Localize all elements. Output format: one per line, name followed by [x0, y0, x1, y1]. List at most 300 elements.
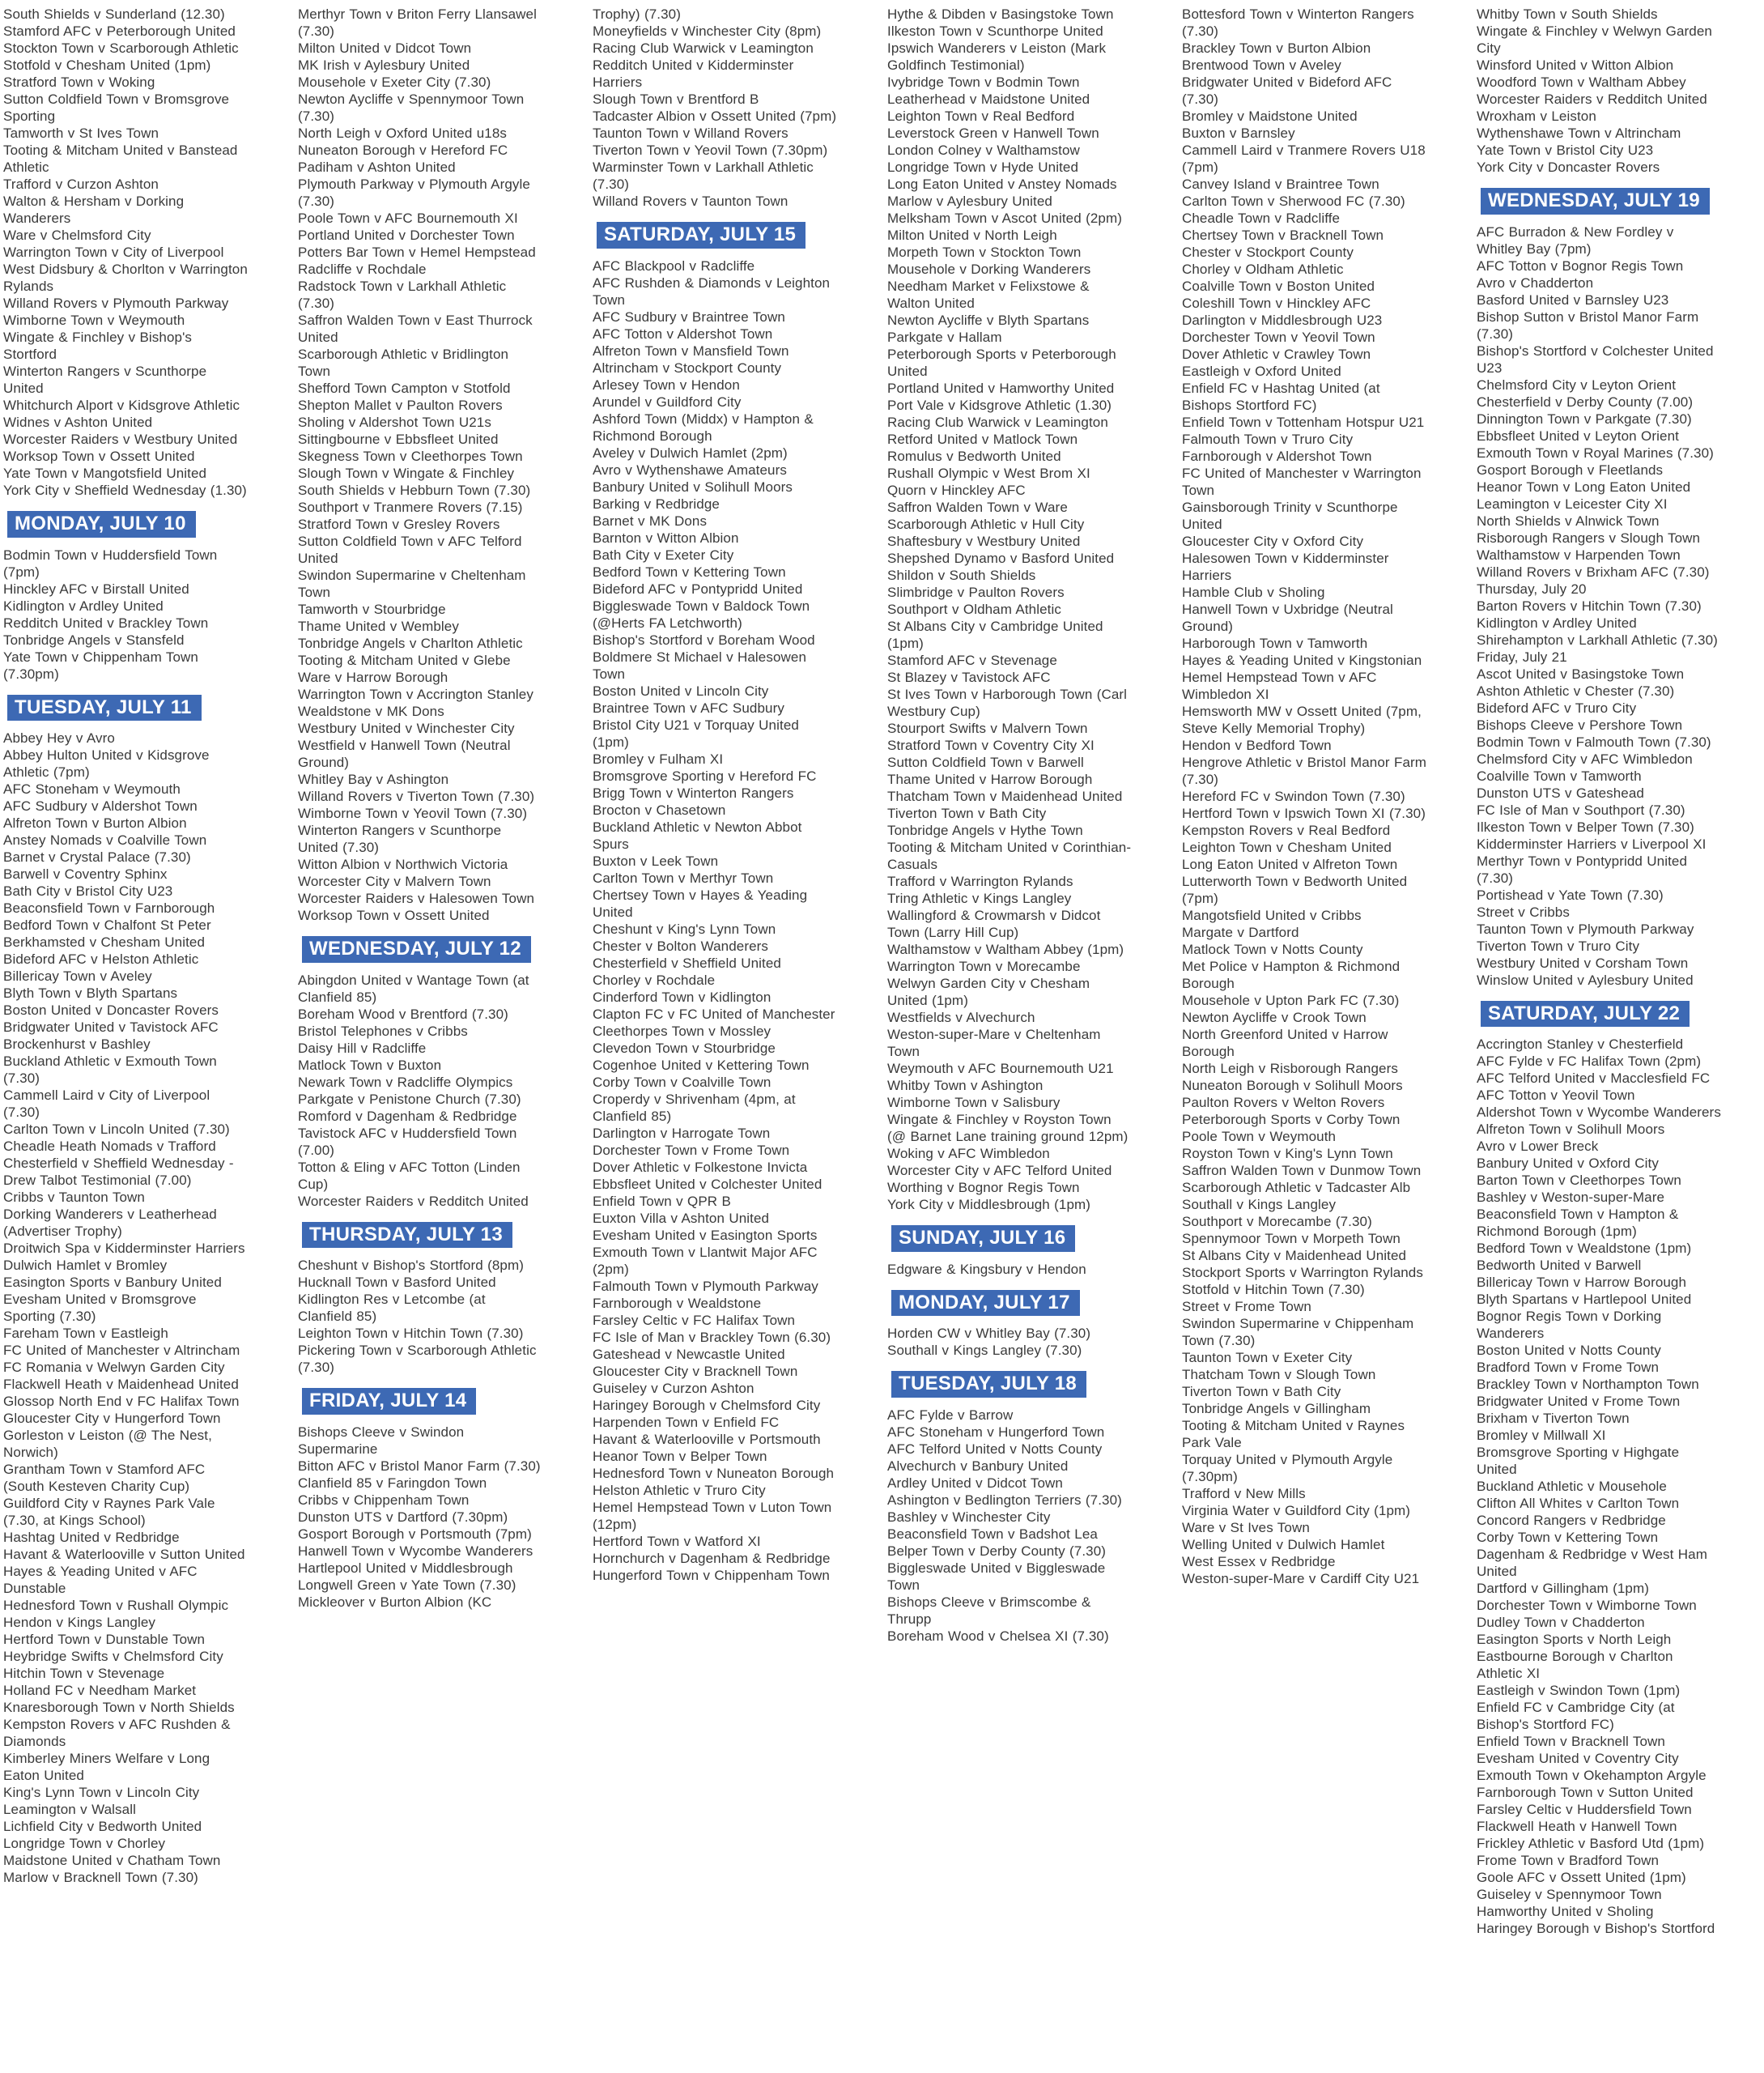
fixture-line: Whitley Bay v Ashington: [298, 772, 449, 787]
fixture-line: Chesterfield v Derby County (7.00): [1477, 394, 1694, 410]
fixture-line: Whitchurch Alport v Kidsgrove Athletic: [3, 398, 240, 413]
fixture-line: Heanor Town v Belper Town: [593, 1448, 767, 1464]
fixture-line: Thatcham Town v Maidenhead United: [887, 789, 1123, 804]
fixture-line: Thame United v Wembley: [298, 619, 459, 634]
fixture-line: Farsley Celtic v FC Halifax Town: [593, 1312, 796, 1328]
fixture-line: Arlesey Town v Hendon: [593, 377, 740, 393]
fixture-line: South Shields v Hebburn Town (7.30): [298, 483, 531, 498]
fixture-line: Boston United v Doncaster Rovers: [3, 1002, 219, 1019]
fixture-line: Met Police v Hampton & Richmond Borough: [1182, 959, 1401, 991]
fixture-line: Biggleswade Town v Baldock Town (@Herts FA Letchworth): [593, 598, 810, 631]
fixture-line: Sholing v Aldershot Town U21s: [298, 415, 491, 430]
fixture-line: Blyth Spartans v Hartlepool United: [1477, 1292, 1692, 1308]
fixture-line: Port Vale v Kidsgrove Athletic (1.30): [887, 398, 1112, 413]
fixture-line: Matlock Town v Notts County: [1182, 942, 1363, 957]
fixture-line: Cribbs v Taunton Town: [3, 1190, 145, 1206]
fixture-line: Poole Town v AFC Bournemouth XI: [298, 211, 518, 226]
fixture-line: Kidderminster Harriers v Liverpool XI: [1477, 836, 1707, 852]
fixture-line: Dover Athletic v Folkestone Invicta: [593, 1159, 808, 1175]
fixture-line: Leatherhead v Maidstone United: [887, 92, 1090, 107]
fixture-line: Corby Town v Coalville Town: [593, 1074, 771, 1090]
fixture-line: Abbey Hey v Avro: [3, 730, 115, 747]
fixture-line: Buckland Athletic v Mousehole: [1477, 1479, 1667, 1495]
fixture-line: Ware v St Ives Town: [1182, 1520, 1310, 1535]
fixture-line: Swindon Supermarine v Chippenham Town (7.30): [1182, 1316, 1414, 1348]
fixture-line: Dorchester Town v Frome Town: [593, 1142, 790, 1158]
fixture-line: Tonbridge Angels v Stansfeld: [3, 632, 185, 648]
fixture-line: Bideford AFC v Helston Athletic: [3, 951, 199, 968]
fixture-line: Bishops Cleeve v Brimscombe & Thrupp: [887, 1594, 1091, 1627]
fixture-line: Alfreton Town v Mansfield Town: [593, 343, 789, 359]
fixture-line: Poole Town v Weymouth: [1182, 1129, 1337, 1144]
fixture-line: Blyth Town v Blyth Spartans: [3, 985, 178, 1002]
fixture-line: Welwyn Garden City v Chesham United (1pm): [887, 976, 1090, 1008]
fixture-line: Barton Rovers v Hitchin Town (7.30): [1477, 598, 1702, 614]
fixture-line: Haringey Borough v Bishop's Stortford: [1477, 1921, 1715, 1937]
fixture-line: Easington Sports v North Leigh: [1477, 1632, 1672, 1648]
fixture-line: Wallingford & Crowmarsh v Didcot Town (Larry Hill Cup): [887, 908, 1101, 940]
fixture-line: Warrington Town v Morecambe: [887, 959, 1081, 974]
fixture-line: Shaftesbury v Westbury United: [887, 534, 1081, 549]
fixture-line: Longwell Green v Yate Town (7.30): [298, 1577, 516, 1593]
date-header-row: [298, 936, 543, 963]
fixture-line: Margate v Dartford: [1182, 925, 1299, 940]
fixture-line: Winslow United v Aylesbury United: [1477, 972, 1694, 988]
fixture-line: Buckland Athletic v Exmouth Town (7.30): [3, 1054, 217, 1087]
fixture-line: Shepshed Dynamo v Basford United: [887, 551, 1115, 566]
fixture-line: Woodford Town v Waltham Abbey: [1477, 74, 1686, 90]
fixture-line: Mousehole v Exeter City (7.30): [298, 74, 491, 90]
fixture-line: Bashley v Winchester City: [887, 1509, 1051, 1525]
fixture-line: Tadcaster Albion v Ossett United (7pm): [593, 109, 837, 124]
fixture-line: Brackley Town v Northampton Town: [1477, 1377, 1699, 1393]
fixture-line: Altrincham v Stockport County: [593, 360, 782, 376]
fixture-line: AFC Sudbury v Braintree Town: [593, 309, 785, 325]
fixture-line: Shepton Mallet v Paulton Rovers: [298, 398, 503, 413]
fixture-line: Havant & Waterlooville v Sutton United: [3, 1547, 245, 1563]
fixture-line: Avro v Wythenshawe Amateurs: [593, 462, 787, 478]
fixture-line: Bromley v Maidstone United: [1182, 109, 1358, 124]
fixture-line: Abbey Hulton United v Kidsgrove Athletic (7pm): [3, 747, 210, 781]
fixture-line: Gloucester City v Hungerford Town: [3, 1411, 221, 1427]
fixture-line: AFC Fylde v FC Halifax Town (2pm): [1477, 1054, 1702, 1070]
fixture-line: Barking v Redbridge: [593, 496, 720, 512]
fixture-line: Dinnington Town v Parkgate (7.30): [1477, 411, 1692, 427]
fixture-line: Scarborough Athletic v Hull City: [887, 517, 1085, 532]
fixture-line: Willand Rovers v Tiverton Town (7.30): [298, 789, 535, 804]
fixture-line: Totton & Eling v AFC Totton (Linden Cup): [298, 1159, 521, 1192]
fixture-line: Ashton Athletic v Chester (7.30): [1477, 683, 1675, 699]
fixture-line: Willand Rovers v Brixham AFC (7.30): [1477, 564, 1710, 580]
fixture-line: Racing Club Warwick v Leamington: [593, 40, 814, 56]
fixture-line: Wythenshawe Town v Altrincham: [1477, 126, 1681, 141]
fixture-line: Nuneaton Borough v Hereford FC: [298, 143, 508, 158]
fixture-line: Parkgate v Hallam: [887, 330, 1002, 345]
fixture-line: Bitton AFC v Bristol Manor Farm (7.30): [298, 1458, 541, 1474]
fixture-line: Weston-super-Mare v Cardiff City U21: [1182, 1571, 1420, 1586]
fixture-line: Southport v Oldham Athletic: [887, 602, 1061, 617]
fixture-line: Sittingbourne v Ebbsfleet United: [298, 432, 499, 447]
fixture-line: Boreham Wood v Chelsea XI (7.30): [887, 1628, 1109, 1644]
fixture-line: North Greenford United v Harrow Borough: [1182, 1027, 1388, 1059]
fixture-line: London Colney v Walthamstow: [887, 143, 1080, 158]
fixture-line: Sutton Coldfield Town v Barwell: [887, 755, 1084, 770]
fixture-line: Brigg Town v Winterton Rangers: [593, 785, 794, 801]
fixture-line: Sutton Coldfield Town v AFC Telford United: [298, 534, 522, 566]
fixture-line: Ilkeston Town v Belper Town (7.30): [1477, 819, 1694, 835]
fixture-line: Beaconsfield Town v Farnborough: [3, 900, 215, 917]
fixture-line: Boston United v Notts County: [1477, 1343, 1661, 1359]
fixture-line: Plymouth Parkway v Plymouth Argyle (7.30): [298, 177, 530, 209]
fixture-line: Alfreton Town v Burton Albion: [3, 815, 187, 832]
fixture-line: Street v Frome Town: [1182, 1299, 1311, 1314]
fixture-line: Chester v Stockport County: [1182, 245, 1354, 260]
fixture-line: Enfield Town v QPR B: [593, 1193, 731, 1209]
fixture-line: Lichfield City v Bedworth United: [3, 1819, 202, 1835]
date-header-row: [887, 1371, 1133, 1398]
fixture-line: Biggleswade United v Biggleswade Town: [887, 1560, 1106, 1593]
fixture-line: AFC Totton v Bognor Regis Town: [1477, 258, 1684, 274]
fixture-line: Carlton Town v Sherwood FC (7.30): [1182, 194, 1405, 209]
date-subheader: Thursday, July 20: [1477, 581, 1587, 597]
date-header-row: [1477, 1001, 1722, 1028]
fixture-line: Hayes & Yeading United v AFC Dunstable: [3, 1564, 198, 1597]
date-header: FRIDAY, JULY 14: [302, 1388, 476, 1415]
fixture-line: Winterton Rangers v Scunthorpe United: [3, 364, 207, 396]
fixture-line: Matlock Town v Buxton: [298, 1057, 442, 1073]
fixture-line: Clapton FC v FC United of Manchester: [593, 1006, 835, 1022]
fixture-line: Leighton Town v Hitchin Town (7.30): [298, 1326, 524, 1342]
fixture-line: South Shields v Sunderland (12.30): [3, 6, 225, 22]
fixture-line: Buckland Athletic v Newton Abbot Spurs: [593, 819, 802, 852]
fixture-line: Skegness Town v Cleethorpes Town: [298, 449, 523, 464]
fixture-line: Heanor Town v Long Eaton United: [1477, 479, 1691, 495]
fixture-line: Gloucester City v Bracknell Town: [593, 1363, 798, 1379]
fixture-line: Hemel Hempstead Town v Luton Town (12pm): [593, 1499, 832, 1532]
fixture-line: Hamworthy United v Sholing: [1477, 1904, 1654, 1920]
fixture-line: Bideford AFC v Pontypridd United: [593, 581, 803, 597]
fixture-line: Merthyr Town v Briton Ferry Llansawel (7.30): [298, 6, 537, 39]
fixtures-column-4: [887, 6, 1133, 1645]
fixture-line: Merthyr Town v Pontypridd United (7.30): [1477, 853, 1688, 886]
fixture-line: Daisy Hill v Radcliffe: [298, 1040, 427, 1056]
fixture-line: Frickley Athletic v Basford Utd (1pm): [1477, 1836, 1705, 1852]
fixture-line: FC United of Manchester v Warrington Town: [1182, 466, 1422, 498]
fixture-line: Warrington Town v City of Liverpool: [3, 245, 224, 260]
fixture-line: Evesham United v Easington Sports: [593, 1227, 818, 1243]
fixture-line: Bedford Town v Chalfont St Peter: [3, 917, 211, 934]
fixture-line: Dagenham & Redbridge v West Ham United: [1477, 1547, 1707, 1580]
fixture-line: Slimbridge v Paulton Rovers: [887, 585, 1065, 600]
fixture-line: Worksop Town v Ossett United: [298, 908, 490, 923]
fixture-line: Harborough Town v Tamworth: [1182, 636, 1368, 651]
fixture-line: Bath City v Exeter City: [593, 547, 734, 563]
fixture-line: Bedworth United v Barwell: [1477, 1258, 1642, 1274]
fixture-line: Bromsgrove Sporting v Hereford FC: [593, 768, 817, 784]
fixture-line: Farnborough v Wealdstone: [593, 1295, 762, 1311]
fixture-line: Willand Rovers v Plymouth Parkway: [3, 296, 229, 311]
fixture-line: Milton United v Didcot Town: [298, 40, 472, 56]
date-header-row: [298, 1222, 543, 1249]
fixture-line: Tooting & Mitcham United v Banstead Athletic: [3, 143, 238, 175]
fixture-line: Guildford City v Raynes Park Vale (7.30, at Kings School): [3, 1496, 215, 1529]
fixture-line: AFC Burradon & New Fordley v Whitley Bay (7pm): [1477, 223, 1674, 257]
fixture-line: Bashley v Weston-super-Mare: [1477, 1190, 1665, 1206]
fixture-line: Banbury United v Oxford City: [1477, 1156, 1659, 1172]
fixture-line: Euxton Villa v Ashton United: [593, 1210, 770, 1226]
fixture-line: Chesterfield v Sheffield United: [593, 955, 781, 971]
fixture-line: Trafford v Warrington Rylands: [887, 874, 1073, 889]
fixture-line: Bridgwater United v Bideford AFC (7.30): [1182, 74, 1392, 107]
fixture-line: Hayes & Yeading United v Kingstonian: [1182, 653, 1422, 668]
fixture-line: Stockton Town v Scarborough Athletic: [3, 40, 239, 56]
fixture-line: Enfield FC v Hashtag United (at Bishops Stortford FC): [1182, 381, 1380, 413]
fixture-line: Brentwood Town v Aveley: [1182, 57, 1341, 73]
fixture-line: Glossop North End v FC Halifax Town: [3, 1394, 240, 1410]
fixture-line: Wealdstone v MK Dons: [298, 704, 444, 719]
fixture-line: Kidlington v Ardley United: [1477, 615, 1637, 631]
fixture-line: Berkhamsted v Chesham United: [3, 934, 206, 951]
fixture-line: Warrington Town v Accrington Stanley: [298, 687, 533, 702]
fixture-line: Hendon v Bedford Town: [1182, 738, 1332, 753]
fixture-line: Mousehole v Upton Park FC (7.30): [1182, 993, 1400, 1008]
fixture-line: Clifton All Whites v Carlton Town: [1477, 1496, 1680, 1512]
fixture-line: Chorley v Rochdale: [593, 972, 716, 988]
fixture-line: Shildon v South Shields: [887, 568, 1036, 583]
fixture-line: Ebbsfleet United v Leyton Orient: [1477, 428, 1679, 444]
fixture-line: Cheshunt v King's Lynn Town: [593, 921, 776, 937]
fixture-line: Exmouth Town v Royal Marines (7.30): [1477, 445, 1714, 461]
fixture-line: Taunton Town v Willand Rovers: [593, 126, 788, 141]
fixture-line: Gateshead v Newcastle United: [593, 1346, 785, 1362]
fixture-line: Whitby Town v South Shields: [1477, 6, 1658, 22]
fixture-line: Bromsgrove Sporting v Highgate United: [1477, 1445, 1680, 1478]
fixtures-column-1: [3, 6, 249, 1886]
fixture-line: Carlton Town v Merthyr Town: [593, 870, 774, 886]
fixture-line: Hereford FC v Swindon Town (7.30): [1182, 789, 1405, 804]
date-header: SATURDAY, JULY 15: [597, 222, 805, 249]
fixture-line: AFC Telford United v Macclesfield FC: [1477, 1071, 1711, 1087]
fixture-line: Coalville Town v Tamworth: [1477, 768, 1642, 784]
fixture-line: Wimborne Town v Salisbury: [887, 1095, 1061, 1110]
fixture-line: Walthamstow v Harpenden Town: [1477, 547, 1681, 563]
fixture-line: Bognor Regis Town v Dorking Wanderers: [1477, 1309, 1662, 1342]
fixture-line: Chelmsford City v AFC Wimbledon: [1477, 751, 1693, 767]
fixture-line: Yate Town v Bristol City U23: [1477, 143, 1654, 158]
fixture-line: Belper Town v Derby County (7.30): [887, 1543, 1107, 1559]
fixture-line: Chelmsford City v Leyton Orient: [1477, 377, 1677, 393]
fixture-line: Billericay Town v Aveley: [3, 968, 152, 985]
fixture-line: Arundel v Guildford City: [593, 394, 742, 410]
fixture-line: Hashtag United v Redbridge: [3, 1530, 180, 1546]
fixture-line: FC Romania v Welwyn Garden City: [3, 1360, 225, 1376]
fixture-line: Dover Athletic v Crawley Town: [1182, 347, 1371, 362]
fixture-line: West Didsbury & Chorlton v Warrington Rylands: [3, 262, 248, 294]
fixture-line: Hertford Town v Ipswich Town XI (7.30): [1182, 806, 1426, 821]
fixture-line: Radcliffe v Rochdale: [298, 262, 427, 277]
fixture-line: Thame United v Harrow Borough: [887, 772, 1093, 787]
fixture-line: Frome Town v Bradford Town: [1477, 1853, 1660, 1869]
fixture-line: Trafford v New Mills: [1182, 1486, 1306, 1501]
fixture-line: Croperdy v Shrivenham (4pm, at Clanfield 85): [593, 1091, 796, 1124]
fixture-line: Hythe & Dibden v Basingstoke Town: [887, 6, 1114, 22]
fixture-line: Hengrove Athletic v Bristol Manor Farm (7.30): [1182, 755, 1427, 787]
fixture-line: Darlington v Harrogate Town: [593, 1125, 771, 1141]
fixture-line: Chesterfield v Sheffield Wednesday - Drew Talbot Testimonial (7.00): [3, 1156, 234, 1189]
fixture-line: Peterborough Sports v Peterborough United: [887, 347, 1116, 379]
fixture-line: Enfield FC v Cambridge City (at Bishop's Stortford FC): [1477, 1700, 1675, 1733]
fixture-line: Coalville Town v Boston United: [1182, 279, 1375, 294]
fixture-line: Tiverton Town v Bath City: [1182, 1384, 1341, 1399]
fixture-line: North Leigh v Risborough Rangers: [1182, 1061, 1398, 1076]
fixture-line: Alfreton Town v Solihull Moors: [1477, 1122, 1665, 1138]
fixture-line: Winsford United v Witton Albion: [1477, 57, 1674, 73]
date-header: TUESDAY, JULY 11: [7, 695, 202, 722]
fixture-line: Hertford Town v Dunstable Town: [3, 1632, 206, 1648]
fixture-line: Worcester City v Malvern Town: [298, 874, 491, 889]
fixture-line: Bristol City U21 v Torquay United (1pm): [593, 717, 799, 750]
date-header: MONDAY, JULY 17: [891, 1290, 1080, 1317]
fixture-line: Helston Athletic v Truro City: [593, 1482, 766, 1498]
fixture-line: Edgware & Kingsbury v Hendon: [887, 1261, 1086, 1277]
fixture-line: Tavistock AFC v Huddersfield Town (7.00): [298, 1125, 517, 1158]
date-header: WEDNESDAY, JULY 12: [302, 936, 531, 963]
fixture-line: Cheshunt v Bishop's Stortford (8pm): [298, 1258, 524, 1274]
fixture-line: Ashford Town (Middx) v Hampton & Richmond Borough: [593, 411, 814, 444]
fixture-line: Bedford Town v Wealdstone (1pm): [1477, 1241, 1692, 1257]
fixture-line: Dorking Wanderers v Leatherhead (Advertiser Trophy): [3, 1207, 217, 1240]
fixture-line: Padiham v Ashton United: [298, 160, 456, 175]
fixture-line: Hucknall Town v Basford United: [298, 1275, 496, 1291]
fixture-line: Worksop Town v Ossett United: [3, 449, 195, 464]
fixture-line: Aveley v Dulwich Hamlet (2pm): [593, 445, 788, 461]
fixture-line: Hemel Hempstead Town v AFC Wimbledon XI: [1182, 670, 1377, 702]
fixture-line: Moneyfields v Winchester City (8pm): [593, 23, 822, 39]
fixture-line: Virginia Water v Guildford City (1pm): [1182, 1503, 1411, 1518]
fixture-line: Paulton Rovers v Welton Rovers: [1182, 1095, 1385, 1110]
fixture-line: St Albans City v Maidenhead United: [1182, 1248, 1407, 1263]
fixture-line: Cheadle Town v Radcliffe: [1182, 211, 1341, 226]
fixture-line: Royston Town v King's Lynn Town: [1182, 1146, 1393, 1161]
fixture-line: Hamble Club v Sholing: [1182, 585, 1325, 600]
fixture-line: Bodmin Town v Huddersfield Town (7pm): [3, 547, 218, 580]
fixture-line: Easington Sports v Banbury United: [3, 1275, 222, 1291]
fixture-line: Needham Market v Felixstowe & Walton United: [887, 279, 1090, 311]
fixture-line: Bath City v Bristol City U23: [3, 883, 173, 900]
fixture-line: Romford v Dagenham & Redbridge: [298, 1108, 517, 1124]
fixture-line: Taunton Town v Exeter City: [1182, 1350, 1353, 1365]
fixture-line: Flackwell Heath v Maidenhead United: [3, 1377, 239, 1393]
fixture-line: Newton Aycliffe v Blyth Spartans: [887, 313, 1090, 328]
fixture-line: Southall v Kings Langley: [1182, 1197, 1337, 1212]
fixture-line: Whitby Town v Ashington: [887, 1078, 1044, 1093]
fixture-line: Walthamstow v Waltham Abbey (1pm): [887, 942, 1124, 957]
fixture-line: Newton Aycliffe v Spennymoor Town (7.30): [298, 92, 525, 124]
fixture-line: York City v Sheffield Wednesday (1.30): [3, 483, 247, 498]
fixture-line: Marlow v Bracknell Town (7.30): [3, 1870, 198, 1886]
fixture-line: Longridge Town v Chorley: [3, 1836, 166, 1852]
fixture-line: Ware v Harrow Borough: [298, 670, 448, 685]
fixture-line: Aldershot Town v Wycombe Wanderers: [1477, 1105, 1721, 1121]
fixture-line: Chorley v Oldham Athletic: [1182, 262, 1344, 277]
fixture-line: Brocton v Chasetown: [593, 802, 726, 818]
fixture-line: Eastleigh v Swindon Town (1pm): [1477, 1683, 1681, 1699]
fixture-line: Westfields v Alvechurch: [887, 1010, 1035, 1025]
fixture-line: Cammell Laird v City of Liverpool (7.30): [3, 1088, 210, 1121]
fixture-line: Walton & Hersham v Dorking Wanderers: [3, 194, 185, 226]
fixture-line: Wimborne Town v Weymouth: [3, 313, 185, 328]
fixture-line: AFC Sudbury v Aldershot Town: [3, 798, 198, 815]
fixture-line: Tiverton Town v Yeovil Town (7.30pm): [593, 143, 828, 158]
fixture-line: Brackley Town v Burton Albion: [1182, 40, 1371, 56]
fixture-line: Dunston UTS v Gateshead: [1477, 785, 1644, 801]
fixture-line: AFC Totton v Aldershot Town: [593, 326, 773, 342]
fixture-line: Mousehole v Dorking Wanderers: [887, 262, 1091, 277]
fixture-line: West Essex v Redbridge: [1182, 1554, 1336, 1569]
fixture-line: Bishops Cleeve v Swindon Supermarine: [298, 1424, 465, 1457]
fixture-line: Weymouth v AFC Bournemouth U21: [887, 1061, 1114, 1076]
fixture-line: Brockenhurst v Bashley: [3, 1036, 151, 1053]
fixture-line: Ware v Chelmsford City: [3, 228, 151, 243]
fixture-line: Beaconsfield Town v Hampton & Richmond Borough (1pm): [1477, 1207, 1679, 1240]
fixture-line: Hednesford Town v Rushall Olympic: [3, 1598, 229, 1614]
fixture-line: North Shields v Alnwick Town: [1477, 513, 1660, 529]
fixture-line: St Blazey v Tavistock AFC: [887, 670, 1051, 685]
fixture-line: Yate Town v Mangotsfield United: [3, 466, 207, 481]
fixture-line: Abingdon United v Wantage Town (at Clanfield 85): [298, 972, 529, 1005]
fixture-line: Westfield v Hanwell Town (Neutral Ground): [298, 738, 511, 770]
fixture-line: Hednesford Town v Nuneaton Borough: [593, 1465, 835, 1481]
fixture-line: Swindon Supermarine v Cheltenham Town: [298, 568, 526, 600]
fixture-line: Taunton Town v Plymouth Parkway: [1477, 921, 1694, 937]
fixture-line: Saffron Walden Town v East Thurrock United: [298, 313, 533, 345]
fixture-line: Boston United v Lincoln City: [593, 683, 769, 699]
fixture-line: Wroxham v Leiston: [1477, 109, 1596, 124]
fixture-line: Clanfield 85 v Faringdon Town: [298, 1475, 487, 1491]
fixture-line: Shefford Town Campton v Stotfold: [298, 381, 511, 396]
fixture-line: Pickering Town v Scarborough Athletic (7.30): [298, 1343, 537, 1376]
fixture-line: Leverstock Green v Hanwell Town: [887, 126, 1099, 141]
fixture-line: Worcester Raiders v Redditch United: [1477, 92, 1707, 107]
fixture-line: Ebbsfleet United v Colchester United: [593, 1176, 822, 1192]
fixture-line: Brixham v Tiverton Town: [1477, 1411, 1630, 1427]
fixture-line: Bridgwater United v Tavistock AFC: [3, 1019, 219, 1036]
fixture-line: AFC Telford United v Notts County: [887, 1441, 1103, 1457]
fixture-line: Stotfold v Chesham United (1pm): [3, 57, 211, 73]
fixture-line: Lutterworth Town v Bedworth United (7pm): [1182, 874, 1408, 906]
fixture-line: MK Irish v Aylesbury United: [298, 57, 470, 73]
fixture-line: Nuneaton Borough v Solihull Moors: [1182, 1078, 1403, 1093]
fixture-line: Fareham Town v Eastleigh: [3, 1326, 168, 1342]
fixture-line: AFC Fylde v Barrow: [887, 1407, 1014, 1423]
fixtures-column-2: [298, 6, 543, 1611]
fixture-line: Slough Town v Brentford B: [593, 92, 759, 107]
date-header-row: [1477, 188, 1722, 215]
fixture-line: Farnborough v Aldershot Town: [1182, 449, 1372, 464]
fixture-line: Barnet v MK Dons: [593, 513, 708, 529]
fixture-line: Gosport Borough v Fleetlands: [1477, 462, 1664, 478]
fixture-line: Guiseley v Spennymoor Town: [1477, 1887, 1662, 1903]
fixture-line: Tiverton Town v Truro City: [1477, 938, 1640, 954]
fixture-line: Barnet v Crystal Palace (7.30): [3, 849, 191, 866]
fixture-line: Bromley v Fulham XI: [593, 751, 724, 767]
fixture-line: Kempston Rovers v Real Bedford: [1182, 823, 1391, 838]
fixture-line: Portland United v Hamworthy United: [887, 381, 1115, 396]
fixture-line: Southport v Tranmere Rovers (7.15): [298, 500, 523, 515]
fixture-line: Dorchester Town v Yeovil Town: [1182, 330, 1375, 345]
fixture-line: Gainsborough Trinity v Scunthorpe United: [1182, 500, 1398, 532]
fixture-line: Bradford Town v Frome Town: [1477, 1360, 1660, 1376]
